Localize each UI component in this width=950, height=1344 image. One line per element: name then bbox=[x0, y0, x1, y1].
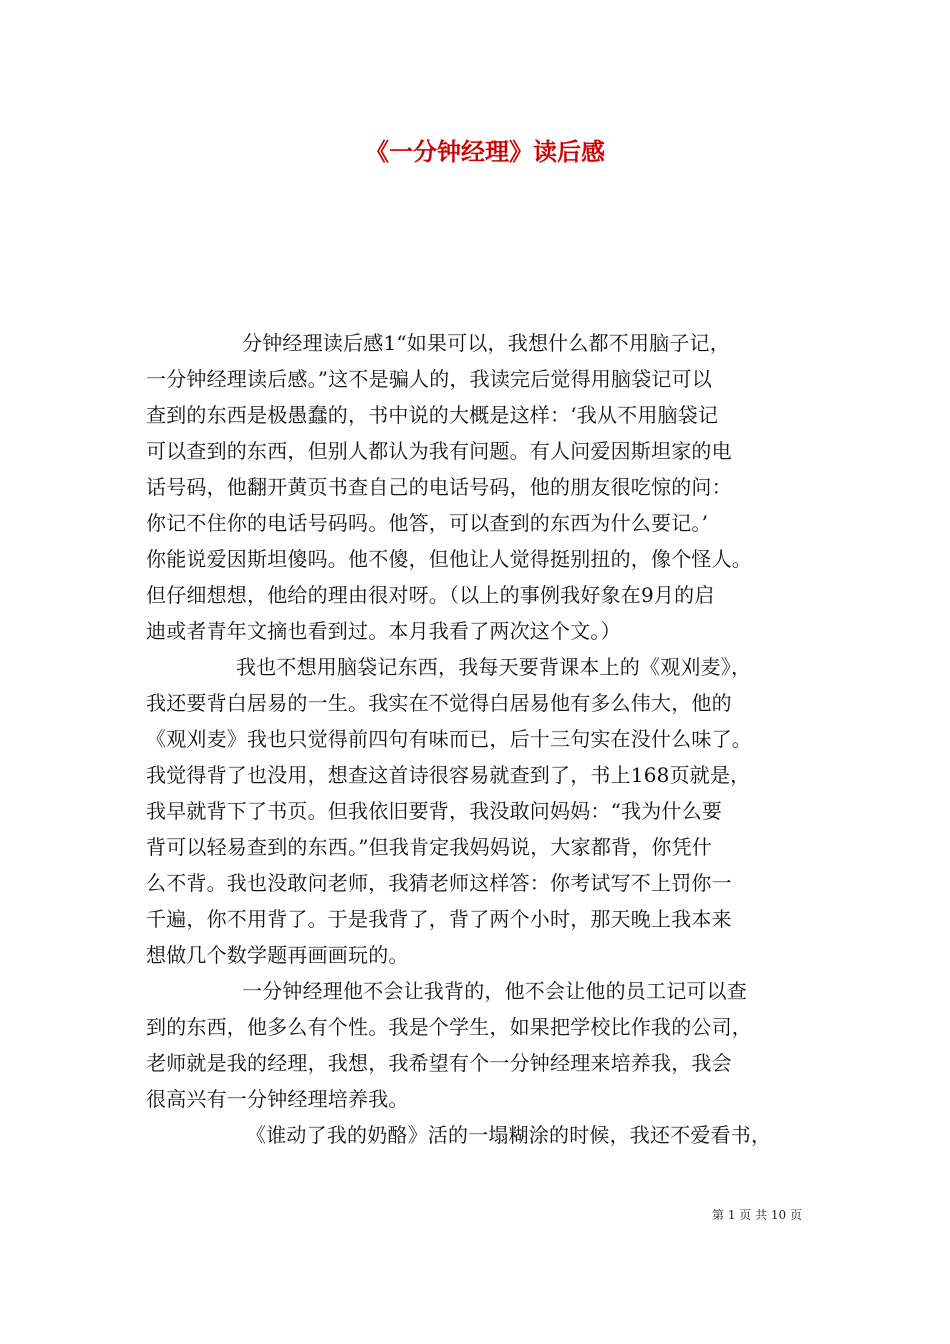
text-line: 一分钟经理读后感。”这不是骗人的，我读完后觉得用脑袋记可以 bbox=[146, 367, 713, 391]
text-line: 我还要背白居易的一生。我实在不觉得白居易他有多么伟大，他的 bbox=[146, 691, 732, 715]
text-line: 迪或者青年文摘也看到过。本月我看了两次这个文。） bbox=[146, 619, 621, 643]
text-line: 但仔细想想，他给的理由很对呀。（以上的事例我好象在9月的启 bbox=[146, 583, 715, 607]
text-line: 很高兴有一分钟经理培养我。 bbox=[146, 1087, 409, 1111]
text-line: 一分钟经理他不会让我背的，他不会让他的员工记可以查 bbox=[242, 979, 747, 1003]
text-line: 我早就背下了书页。但我依旧要背，我没敢问妈妈：“我为什么要 bbox=[146, 799, 723, 823]
text-line: 你记不住你的电话号码吗。他答，可以查到的东西为什么要记。’ bbox=[146, 511, 709, 535]
text-line: 分钟经理读后感1“如果可以，我想什么都不用脑子记， bbox=[242, 331, 730, 355]
text-line: 可以查到的东西，但别人都认为我有问题。有人问爱因斯坦家的电 bbox=[146, 439, 732, 463]
text-line: 千遍，你不用背了。于是我背了，背了两个小时，那天晚上我本来 bbox=[146, 907, 732, 931]
page-number-footer: 第 1 页 共 10 页 bbox=[712, 1208, 802, 1222]
text-line: 话号码，他翻开黄页书查自己的电话号码，他的朋友很吃惊的问： bbox=[146, 475, 732, 499]
text-line: 想做几个数学题再画画玩的。 bbox=[146, 943, 409, 967]
text-line: 查到的东西是极愚蠢的，书中说的大概是这样：‘我从不用脑袋记 bbox=[146, 403, 719, 427]
text-line: 你能说爱因斯坦傻吗。他不傻，但他让人觉得挺别扭的，像个怪人。 bbox=[146, 547, 752, 571]
text-line: 背可以轻易查到的东西。”但我肯定我妈妈说，大家都背，你凭什 bbox=[146, 835, 713, 859]
document-body bbox=[146, 325, 826, 1153]
text-line: 么不背。我也没敢问老师，我猜老师这样答：你考试写不上罚你一 bbox=[146, 871, 732, 895]
text-line: 《观刈麦》我也只觉得前四句有味而已，后十三句实在没什么味了。 bbox=[146, 727, 752, 751]
text-line: 我也不想用脑袋记东西，我每天要背课本上的《观刈麦》， bbox=[236, 655, 752, 679]
text-line: 我觉得背了也没用，想查这首诗很容易就查到了，书上168页就是， bbox=[146, 763, 751, 787]
text-line: 《谁动了我的奶酪》活的一塌糊涂的时候，我还不爱看书， bbox=[246, 1123, 772, 1147]
text-line: 老师就是我的经理，我想，我希望有个一分钟经理来培养我，我会 bbox=[146, 1051, 732, 1075]
document-title: 《一分钟经理》读后感 bbox=[365, 137, 605, 166]
text-line: 到的东西，他多么有个性。我是个学生，如果把学校比作我的公司， bbox=[146, 1015, 752, 1039]
